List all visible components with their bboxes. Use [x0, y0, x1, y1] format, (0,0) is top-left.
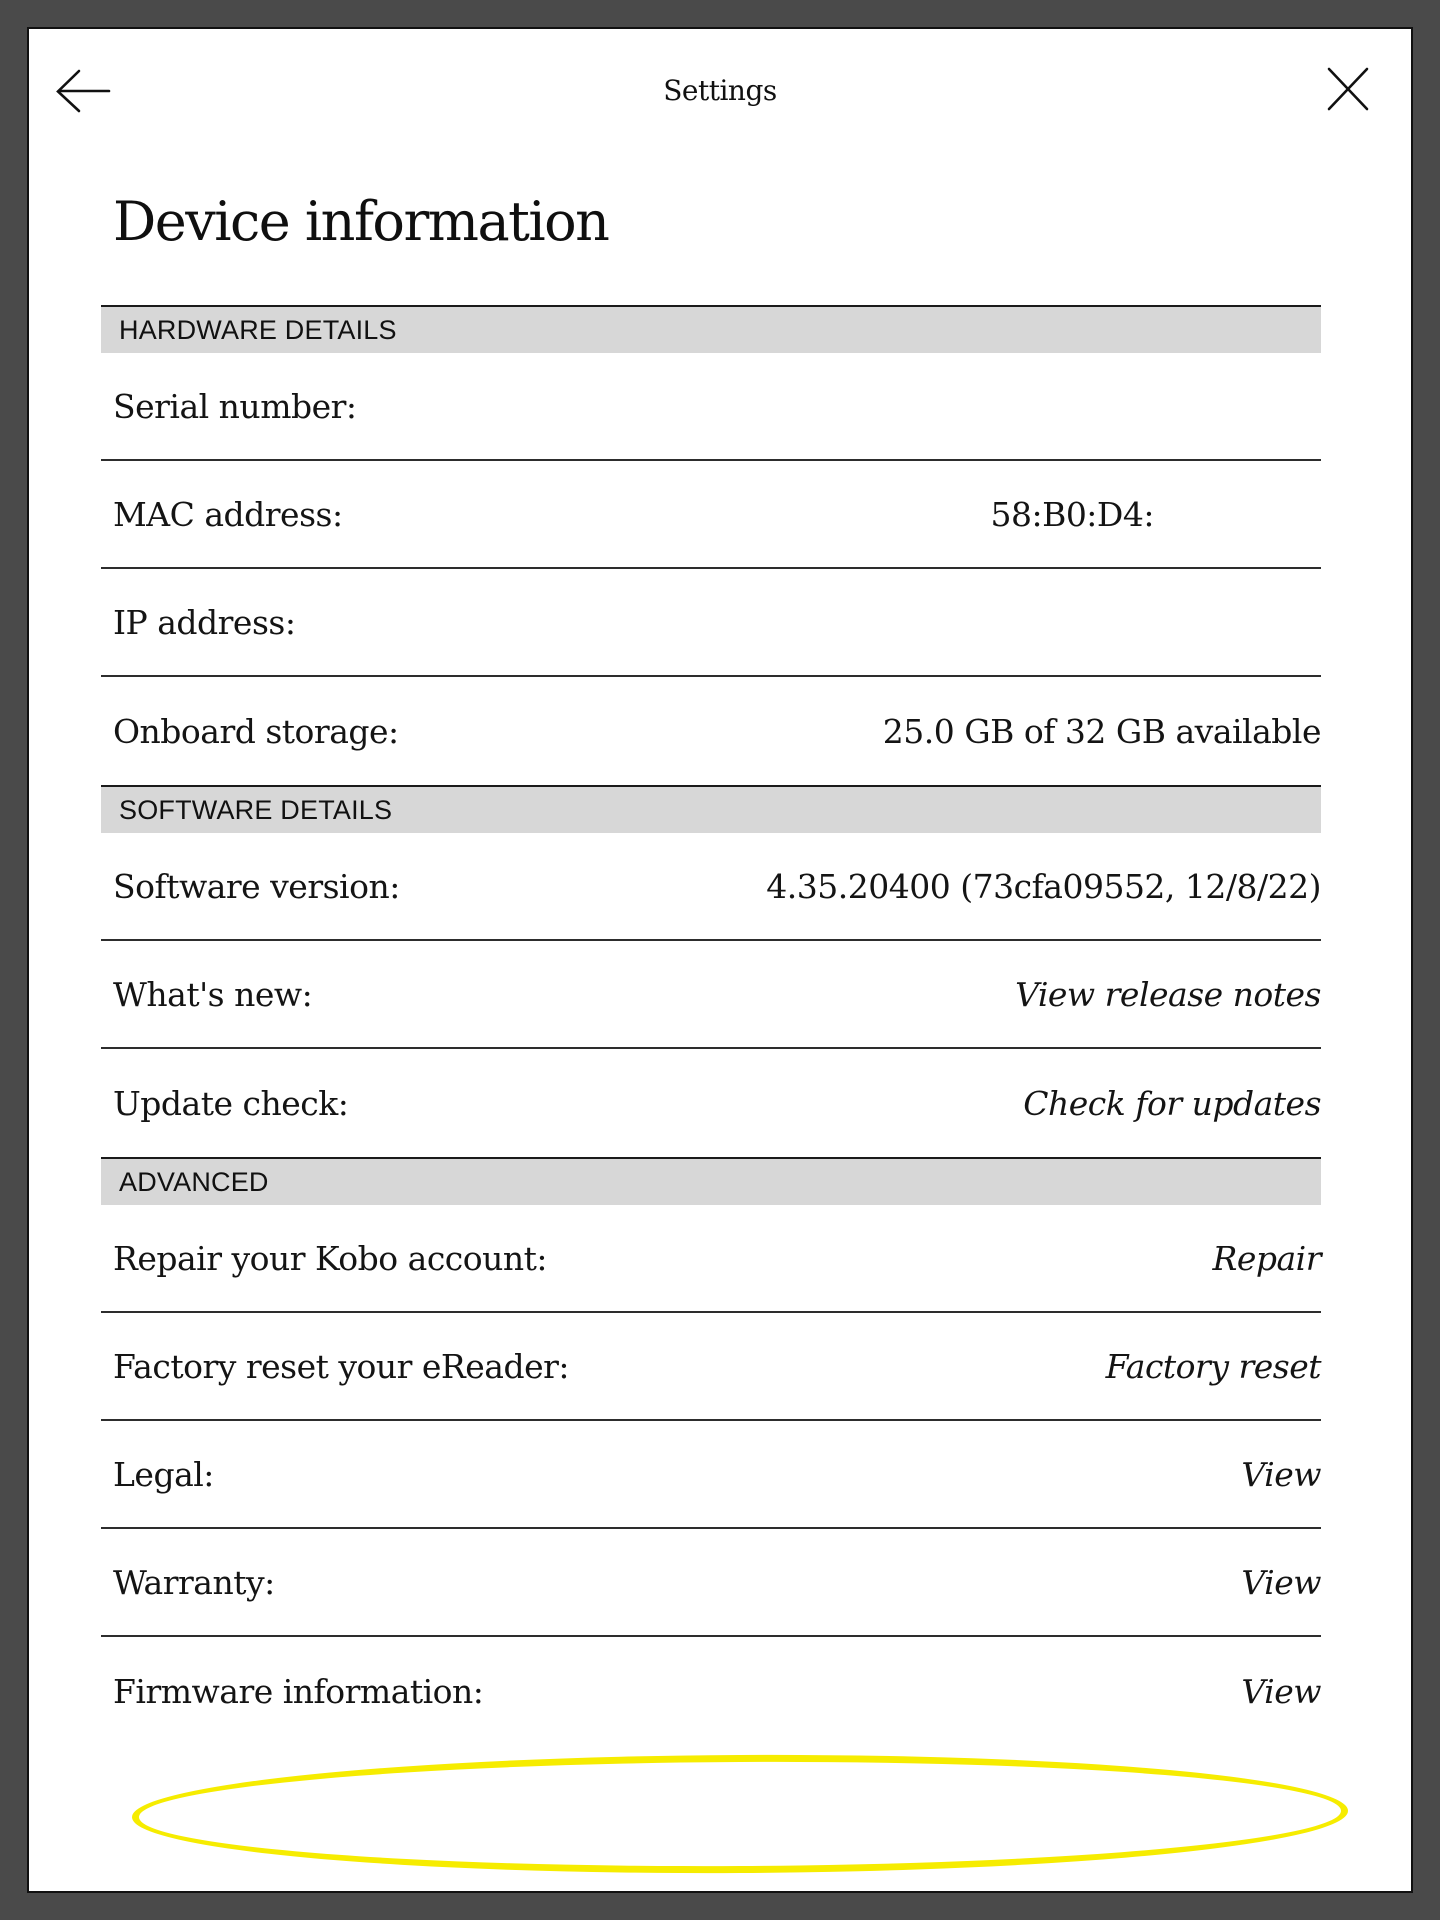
page-title: Settings — [663, 74, 777, 107]
row-ip-address — [101, 569, 1321, 677]
row-label: Legal: — [113, 1454, 214, 1494]
legal-view-link[interactable]: View — [1241, 1454, 1321, 1494]
section-band-hardware-details — [101, 305, 1321, 353]
row-label: Warranty: — [113, 1562, 275, 1602]
yellow-ellipse-annotation — [132, 1752, 1349, 1876]
row-label: Serial number: — [113, 386, 357, 426]
row-onboard-storage — [101, 677, 1321, 785]
row-factory-reset — [101, 1313, 1321, 1421]
section-band-software-details — [101, 785, 1321, 833]
row-update-check — [101, 1049, 1321, 1157]
row-mac-address — [101, 461, 1321, 569]
row-whats-new — [101, 941, 1321, 1049]
topbar — [29, 29, 1411, 141]
row-label: Onboard storage: — [113, 711, 399, 751]
warranty-view-link[interactable]: View — [1241, 1562, 1321, 1602]
close-icon — [1325, 65, 1371, 113]
row-label: Update check: — [113, 1083, 349, 1123]
row-software-version — [101, 833, 1321, 941]
section-band-advanced — [101, 1157, 1321, 1205]
factory-reset-link[interactable]: Factory reset — [1105, 1346, 1321, 1386]
repair-link[interactable]: Repair — [1212, 1238, 1321, 1278]
section-band-title: SOFTWARE DETAILS — [119, 794, 393, 825]
row-firmware-information — [101, 1637, 1321, 1745]
row-label: Software version: — [113, 866, 400, 906]
row-label: Firmware information: — [113, 1671, 484, 1711]
section-heading: Device information — [113, 190, 609, 253]
view-release-notes-link[interactable]: View release notes — [1015, 974, 1321, 1014]
check-for-updates-link[interactable]: Check for updates — [1023, 1083, 1321, 1123]
firmware-view-link[interactable]: View — [1241, 1671, 1321, 1711]
row-value: 4.35.20400 (73cfa09552, 12/8/22) — [766, 866, 1321, 906]
device-information-panel — [101, 191, 1321, 1745]
row-label: Factory reset your eReader: — [113, 1346, 570, 1386]
settings-page — [27, 27, 1413, 1893]
row-value: 25.0 GB of 32 GB available — [882, 711, 1321, 751]
row-serial-number — [101, 353, 1321, 461]
section-band-title: ADVANCED — [119, 1166, 269, 1197]
row-repair-account — [101, 1205, 1321, 1313]
row-label: Repair your Kobo account: — [113, 1238, 548, 1278]
row-value: 58:B0:D4: — [990, 494, 1154, 534]
row-label: What's new: — [113, 974, 313, 1014]
row-label: IP address: — [113, 602, 296, 642]
section-band-title: HARDWARE DETAILS — [119, 314, 397, 345]
row-label: MAC address: — [113, 494, 343, 534]
row-legal — [101, 1421, 1321, 1529]
row-warranty — [101, 1529, 1321, 1637]
close-button[interactable] — [1325, 65, 1371, 113]
